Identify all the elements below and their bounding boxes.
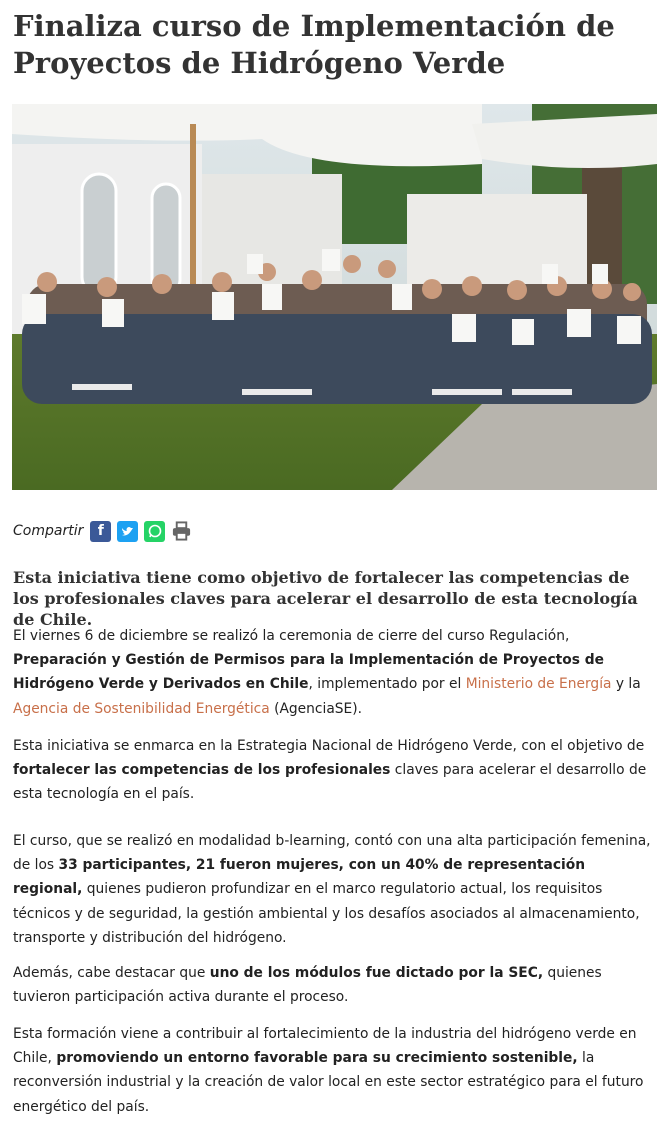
paragraph-4: Además, cabe destacar que uno de los módulos fue dictado por la SEC, quienes tuvieron participación activa durante el proceso.: [13, 965, 602, 1006]
whatsapp-icon[interactable]: [144, 521, 165, 542]
paragraph-2: Esta iniciativa se enmarca en la Estrategia Nacional de Hidrógeno Verde, con el objetivo de fortalecer las competencias de los profesionales claves para acelerar el desarrollo de esta tecnología en el país.: [13, 738, 647, 803]
paragraph-1: El viernes 6 de diciembre se realizó la ceremonia de cierre del curso Regulación, Preparación y Gestión de Permisos para la Implementación de Proyectos de Hidrógeno Verde y Derivados en Chile, implementado por el Ministerio de Energía y la Agencia de Sostenibilidad Energética (AgenciaSE).: [13, 628, 641, 717]
paragraph-5: Esta formación viene a contribuir al fortalecimiento de la industria del hidrógeno verde en Chile, promoviendo un entorno favorable para su crecimiento sostenible, la reconversión industrial y la creación de valor local en este sector estratégico para el futuro energético del país.: [13, 1026, 644, 1115]
share-label: Compartir: [13, 523, 84, 539]
paragraph-3: El curso, que se realizó en modalidad b-learning, contó con una alta participación femenina, de los 33 participantes, 21 fueron mujeres, con un 40% de representación regional, quienes pudieron profundizar en el marco regulatorio actual, los requisitos técnicos y de seguridad, la gestión ambiental y los desafíos asociados al almacenamiento, transporte y distribución del hidrógeno.: [13, 833, 651, 946]
print-icon[interactable]: [171, 521, 192, 542]
share-bar: [13, 518, 198, 544]
ministerio-energia-link[interactable]: Ministerio de Energía: [465, 676, 612, 693]
facebook-icon[interactable]: f: [90, 521, 111, 542]
article-title: Finaliza curso de Implementación de Proyectos de Hidrógeno Verde: [13, 9, 615, 80]
agencia-sostenibilidad-link[interactable]: Agencia de Sostenibilidad Energética: [13, 700, 270, 717]
twitter-icon[interactable]: [117, 521, 138, 542]
article-lead: Esta iniciativa tiene como objetivo de fortalecer las competencias de los profesionales claves para acelerar el desarrollo de esta tecnología de Chile.: [13, 568, 638, 629]
group-photo: [12, 104, 657, 490]
